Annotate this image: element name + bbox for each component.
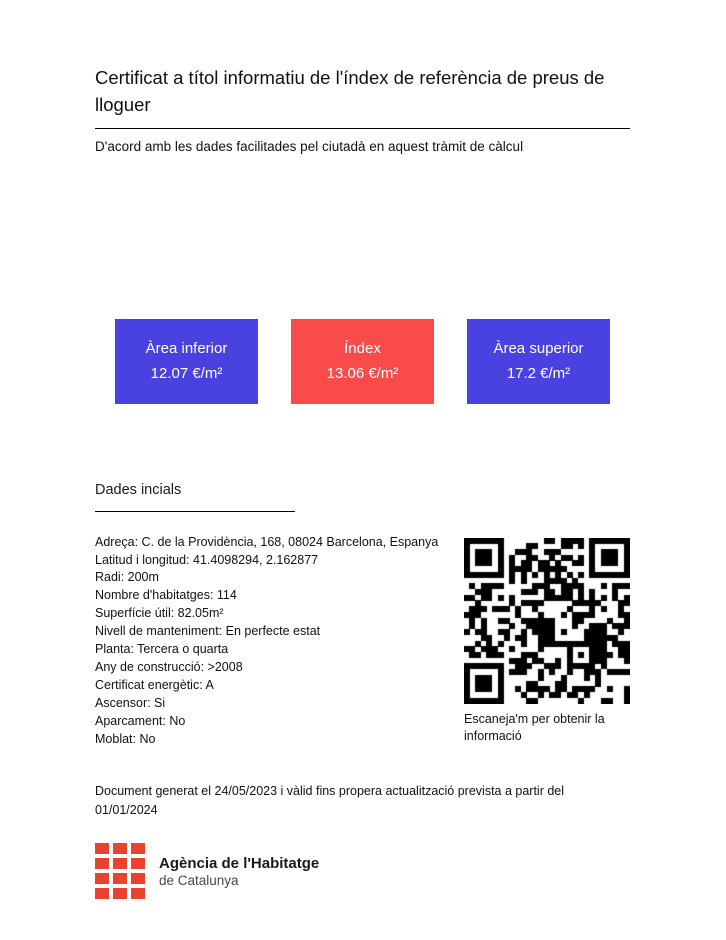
detail-year-built: Any de construcció: >2008 — [95, 659, 243, 674]
detail-surface: Superfície útil: 82.05m² — [95, 606, 224, 621]
upper-area-box — [467, 319, 610, 404]
upper-area-label: Àrea superior — [493, 340, 584, 358]
detail-elevator: Ascensor: Si — [95, 695, 166, 710]
page-title: Certificat a títol informatiu de l'índex de referència de preus de lloguer — [95, 67, 605, 115]
qr-code-icon — [464, 538, 630, 704]
index-value: 13.06 €/m² — [326, 365, 399, 383]
agency-name: Agència de l'Habitatge — [159, 854, 320, 872]
section-divider — [95, 511, 295, 512]
qr-caption: Escaneja'm per obtenir la informació — [464, 711, 605, 743]
subtitle: D'acord amb les dades facilitades pel ciutadà en aquest tràmit de càlcul — [95, 138, 524, 154]
title-divider — [95, 128, 630, 129]
upper-area-value: 17.2 €/m² — [506, 365, 571, 383]
detail-floor: Planta: Tercera o quarta — [95, 642, 229, 657]
agency-region: de Catalunya — [159, 872, 239, 888]
lower-area-value: 12.07 €/m² — [150, 365, 223, 383]
lower-area-label: Àrea inferior — [145, 340, 228, 358]
detail-energy-cert: Certificat energètic: A — [95, 677, 214, 692]
index-boxes — [115, 319, 630, 404]
detail-parking: Aparcament: No — [95, 713, 186, 728]
detail-radius: Radi: 200m — [95, 570, 159, 585]
index-label: Índex — [344, 340, 381, 358]
index-box — [291, 319, 434, 404]
agency-logo-icon — [95, 843, 145, 899]
initial-data-section — [95, 534, 630, 749]
agency-logo — [95, 843, 630, 899]
detail-lat-long: Latitud i longitud: 41.4098294, 2.162877 — [95, 552, 319, 567]
detail-num-dwellings: Nombre d'habitatges: 114 — [95, 588, 237, 603]
section-title: Dades incials — [95, 481, 182, 498]
details-list — [95, 534, 464, 749]
detail-furnished: Moblat: No — [95, 731, 156, 746]
detail-maintenance: Nivell de manteniment: En perfecte estat — [95, 624, 321, 639]
lower-area-box — [115, 319, 258, 404]
detail-address: Adreça: C. de la Providència, 168, 08024 Barcelona, Espanya — [95, 534, 439, 549]
qr-block — [464, 534, 630, 745]
generation-note: Document generat el 24/05/2023 i vàlid fins propera actualització prevista a partir del 01/01/2024 — [95, 783, 565, 817]
agency-logo-text — [159, 855, 319, 888]
